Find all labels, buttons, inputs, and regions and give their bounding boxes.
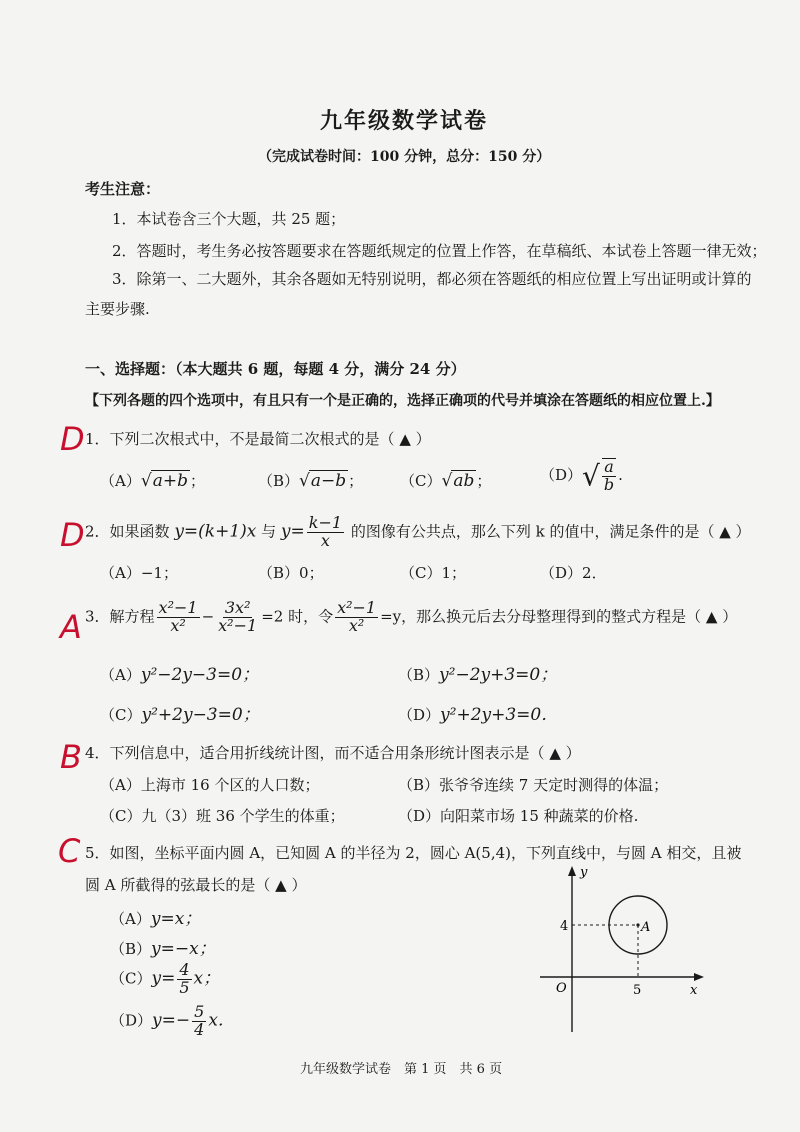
answer-mark-q5: C <box>58 832 81 870</box>
section1-instruction: 【下列各题的四个选项中，有且只有一个是正确的，选择正确项的代号并填涂在答题纸的相应位置上.】 <box>85 393 720 409</box>
q4-option-a: （A）上海市 16 个区的人口数； <box>100 776 320 794</box>
q2-option-b: （B）0； <box>258 564 324 582</box>
page-footer: 九年级数学试卷 第 1 页 共 6 页 <box>300 1062 503 1077</box>
q1-stem: 1．下列二次根式中，不是最简二次根式的是（ ▲ ） <box>85 430 431 448</box>
y-axis-label: y <box>580 865 588 880</box>
section1-heading: 一、选择题：（本大题共 6 题，每题 4 分，满分 24 分） <box>85 360 466 378</box>
q1-option-a: （A）√a+b ； <box>100 471 205 491</box>
notice-heading: 考生注意： <box>85 180 161 198</box>
origin-label: O <box>556 981 567 996</box>
tick-label-y: 4 <box>560 919 569 934</box>
q5-option-a: （A）y=x； <box>110 909 202 929</box>
page-subtitle: （完成试卷时间：100 分钟，总分：150 分） <box>258 149 551 165</box>
q1-option-c: （C）√ab ； <box>400 471 492 491</box>
q5-option-d: （D）y=− $\frac{5}{4}$ x． <box>110 1002 235 1039</box>
tick-label-x: 5 <box>633 983 642 998</box>
q2-option-d: （D）2． <box>540 564 607 582</box>
answer-mark-q2: D <box>60 516 85 554</box>
page-title: 九年级数学试卷 <box>320 108 489 134</box>
q5-stem-line1: 5．如图，坐标平面内圆 A，已知圆 A 的半径为 2，圆心 A(5,4)，下列直线中，与圆 A 相交，且被 <box>85 844 742 862</box>
q3-stem: 3．解方程 $\frac{\text{x²−1}}{\text{x²}}$ − $\frac{\text{3x²}}{\text{x²−1}}$ =2 时，令 $\frac{\text{x²−1}}{\text{x²}}$ =y，那么换元后去分母整理得到的整式方程是（ ▲ ） <box>85 598 738 635</box>
q1-option-b: （B）√a−b ； <box>258 471 364 491</box>
notice-item-3: 3．除第一、二大题外，其余各题如无特别说明，都必须在答题纸的相应位置上写出证明或计算的 <box>112 270 752 288</box>
y-axis-arrow <box>568 866 576 876</box>
q3-option-b: （B）y²−2y+3=0； <box>398 665 558 685</box>
q1-option-d: （D）√ $\frac{a}{b}$ . <box>540 457 623 494</box>
q5-coordinate-figure <box>520 860 720 1035</box>
q2-stem: 2．如果函数 y=(k+1)x 与 y= $\frac{k-1}{x}$ 的图像有公共点，那么下列 k 的值中，满足条件的是（ ▲ ） <box>85 513 751 550</box>
q5-option-c: （C）y= $\frac{4}{5}$ x； <box>110 960 221 997</box>
point-label-a: A <box>641 920 651 935</box>
q5-option-b: （B）y=−x； <box>110 939 216 959</box>
q4-option-d: （D）向阳菜市场 15 种蔬菜的价格. <box>398 807 639 825</box>
q3-option-d: （D）y²+2y+3=0． <box>398 705 559 725</box>
q5-stem-line2: 圆 A 所截得的弦最长的是（ ▲ ） <box>85 876 307 894</box>
center-point <box>636 923 639 926</box>
q4-stem: 4．下列信息中，适合用折线统计图，而不适合用条形统计图表示是（ ▲ ） <box>85 744 581 762</box>
q3-option-c: （C）y²+2y−3=0； <box>100 705 260 725</box>
notice-item-2: 2．答题时，考生务必按答题要求在答题纸规定的位置上作答，在草稿纸、本试卷上答题一律无效； <box>112 242 767 260</box>
answer-mark-q3: A <box>60 608 82 646</box>
answer-mark-q4: B <box>60 738 82 776</box>
x-axis-label: x <box>690 983 698 998</box>
q4-option-b: （B）张爷爷连续 7 天定时测得的体温； <box>398 776 669 794</box>
answer-mark-q1: D <box>60 420 85 458</box>
notice-item-1: 1．本试卷含三个大题，共 25 题； <box>112 210 346 228</box>
q2-option-c: （C）1； <box>400 564 467 582</box>
q4-option-c: （C）九（3）班 36 个学生的体重； <box>100 807 345 825</box>
q2-option-a: （A）−1； <box>100 564 178 582</box>
x-axis-arrow <box>694 973 704 981</box>
notice-item-3-cont: 主要步骤. <box>85 300 150 318</box>
q3-option-a: （A）y²−2y−3=0； <box>100 665 260 685</box>
